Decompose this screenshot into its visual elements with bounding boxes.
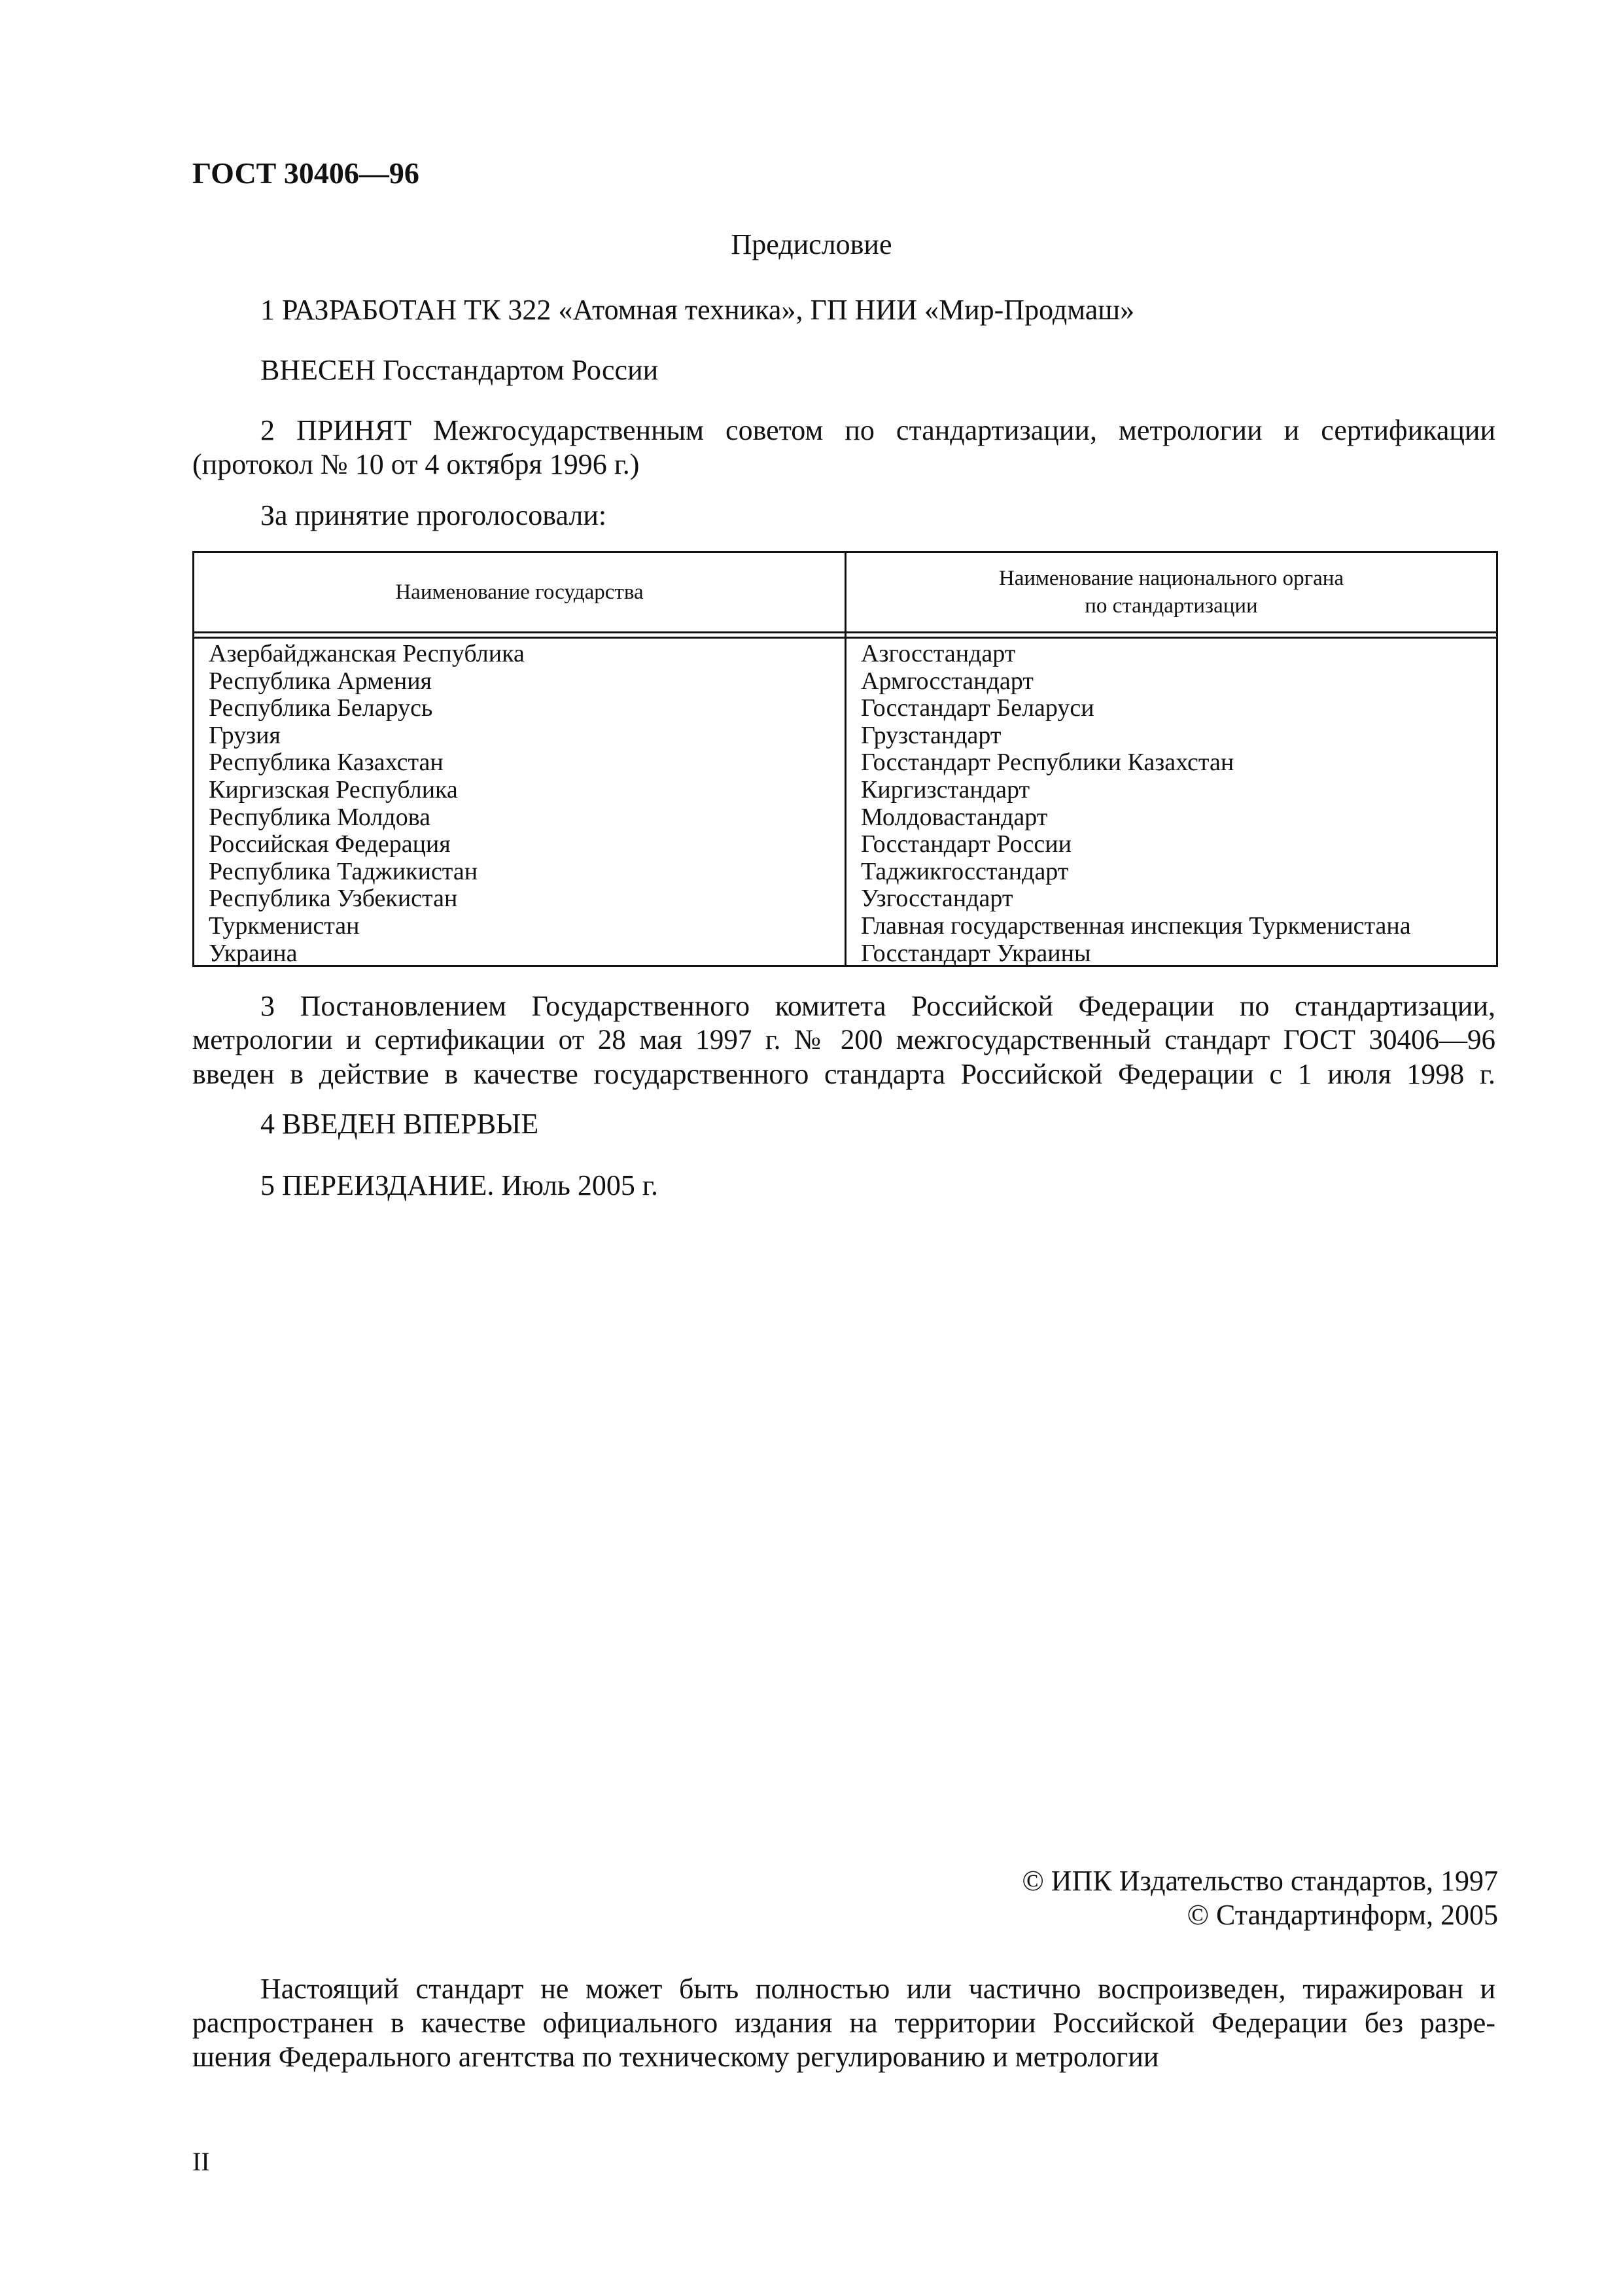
paragraph-voted: За принятие проголосовали:: [260, 499, 607, 531]
table-cell-body: Киргизстандарт: [861, 775, 1030, 804]
table-cell-state: Республика Таджикистан: [209, 857, 478, 885]
table-column-bodies: [861, 641, 1411, 967]
paragraph-reissue: 5 ПЕРЕИЗДАНИЕ. Июль 2005 г.: [260, 1169, 659, 1201]
copyright-line-2: © Стандартинформ, 2005: [1187, 1899, 1498, 1931]
paragraph-first-introduced: 4 ВВЕДЕН ВПЕРВЫЕ: [260, 1108, 539, 1140]
paragraph-introduced-by: ВНЕСЕН Госстандартом России: [260, 354, 659, 386]
table-header-body: [846, 553, 1496, 631]
table-cell-state: Азербайджанская Республика: [209, 640, 525, 667]
paragraph-enacted-line-3: введен в действие в качестве государственного стандарта Российской Федерации с 1 июля 1998 г.: [192, 1058, 1495, 1090]
table-header-body-line-1: Наименование национального органа: [998, 567, 1344, 590]
table-cell-state: Грузия: [209, 721, 281, 749]
table-header-divider: [194, 631, 1496, 633]
voting-table: [192, 551, 1498, 967]
table-cell-state: Российская Федерация: [209, 830, 451, 858]
table-cell-body: Армгосстандарт: [861, 667, 1034, 695]
table-cell-body: Молдовастандарт: [861, 803, 1048, 831]
document-code: ГОСТ 30406—96: [192, 156, 419, 190]
reproduction-notice-line-1: Настоящий стандарт не может быть полностью или частично воспроизведен, тиражирован и: [260, 1973, 1495, 2005]
table-cell-state: Республика Узбекистан: [209, 885, 458, 913]
paragraph-enacted-line-2: метрологии и сертификации от 28 мая 1997 г. № 200 межгосударственный стандарт ГОСТ 30406—96: [192, 1025, 1495, 1055]
paragraph-adopted-line-1: 2 ПРИНЯТ Межгосударственным советом по стандартизации, метрологии и сертификации: [260, 414, 1495, 446]
table-cell-state: Республика Армения: [209, 667, 432, 695]
table-header-state: [194, 553, 845, 631]
paragraph-adopted-line-2: (протокол № 10 от 4 октября 1996 г.): [192, 448, 640, 480]
table-cell-state: Украина: [209, 939, 298, 967]
table-header-state-label: Наименование государства: [395, 580, 644, 604]
table-header-divider-double: [194, 637, 1496, 639]
table-cell-body: Азгосстандарт: [861, 640, 1016, 667]
table-cell-body: Таджикгосстандарт: [861, 857, 1069, 885]
reproduction-notice-line-3: шения Федерального агентства по техническому регулированию и метрологии: [192, 2041, 1159, 2073]
table-cell-body: Грузстандарт: [861, 721, 1002, 749]
copyright-block: [1022, 1864, 1498, 1932]
reproduction-notice-line-2: распространен в качестве официального издания на территории Российской Федерации без разре-: [192, 2007, 1495, 2039]
table-cell-state: Республика Казахстан: [209, 749, 444, 777]
table-cell-body: Госстандарт Украины: [861, 939, 1091, 967]
page-title: Предисловие: [731, 228, 892, 260]
table-cell-state: Республика Молдова: [209, 803, 431, 831]
table-column-states: [209, 641, 525, 967]
table-cell-body: Госстандарт Республики Казахстан: [861, 749, 1234, 777]
table-cell-state: Киргизская Республика: [209, 775, 458, 804]
table-cell-body: Госстандарт Беларуси: [861, 694, 1094, 722]
table-cell-state: Туркменистан: [209, 911, 360, 940]
table-cell-body: Госстандарт России: [861, 830, 1072, 858]
table-cell-state: Республика Беларусь: [209, 694, 433, 722]
copyright-line-1: © ИПК Издательство стандартов, 1997: [1022, 1865, 1498, 1897]
page-number: II: [192, 2147, 210, 2176]
table-header-body-line-2: по стандартизации: [1085, 594, 1258, 618]
table-cell-body: Главная государственная инспекция Туркменистана: [861, 911, 1411, 940]
paragraph-enacted-line-1: 3 Постановлением Государственного комитета Российской Федерации по стандартизации,: [260, 990, 1495, 1022]
paragraph-developed-by: 1 РАЗРАБОТАН ТК 322 «Атомная техника», ГП НИИ «Мир-Продмаш»: [260, 294, 1135, 326]
table-cell-body: Узгосстандарт: [861, 885, 1013, 913]
